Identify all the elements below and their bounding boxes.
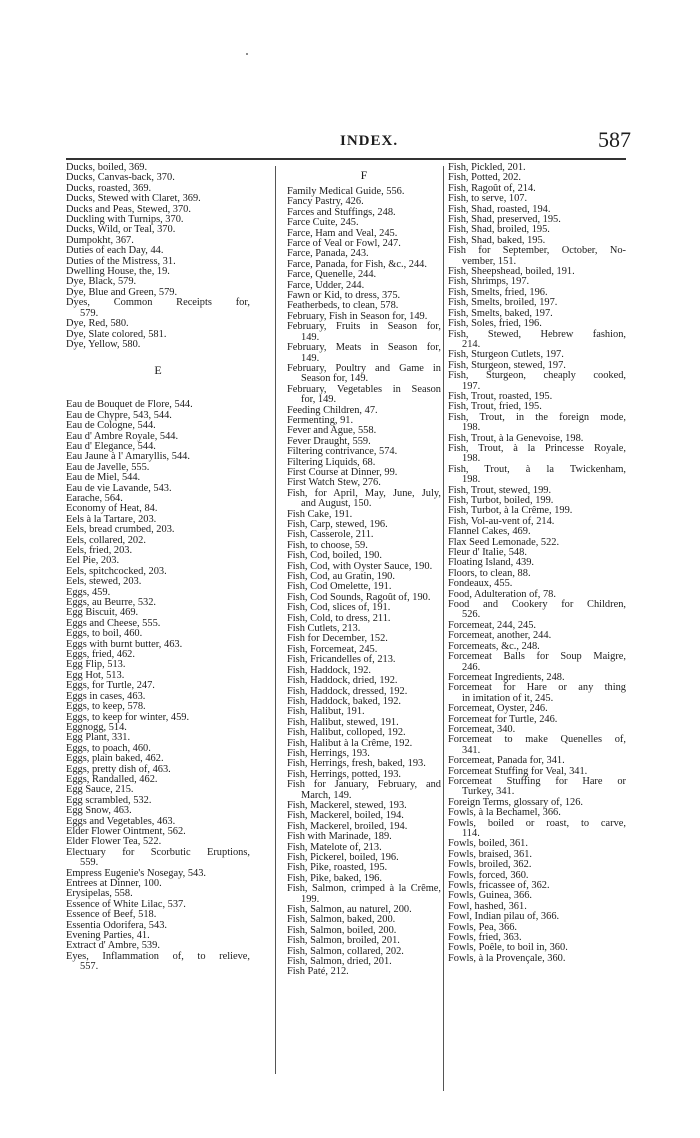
index-entry: Eau de Bouquet de Flore, 544.	[66, 399, 193, 411]
index-entry-continuation: 149.	[301, 331, 320, 343]
index-entry: Dye, Blue and Green, 579.	[66, 286, 178, 298]
index-entry: Foreign Terms, glossary of, 126.	[448, 796, 584, 808]
index-entry: Fish, Mackerel, stewed, 193.	[287, 799, 407, 811]
index-entry: Fish, to choose, 59.	[287, 539, 368, 551]
index-entry: Egg Biscuit, 469.	[66, 607, 139, 619]
index-entry: Fish, Trout, fried, 195.	[448, 401, 542, 413]
index-entry-continuation: 579.	[80, 307, 99, 319]
index-entry: Fish, Shad, preserved, 195.	[448, 214, 561, 226]
index-entry: Forcemeat for Hare or any thing	[448, 682, 626, 694]
index-entry: Forcemeat Stuffing for Hare or	[448, 775, 626, 787]
index-entry: Fish for September, October, No-	[448, 245, 626, 257]
index-entry: Fish, Ragoût of, 214.	[448, 182, 536, 194]
column-divider	[443, 166, 444, 1091]
index-entry: Fish, Haddock, dried, 192.	[287, 675, 398, 687]
index-entry: Eyes, Inflammation of, to relieve,	[66, 950, 250, 962]
index-entry-continuation: 214.	[462, 338, 481, 350]
index-entry: Eels à la Tartare, 203.	[66, 513, 157, 525]
index-entry: Flax Seed Lemonade, 522.	[448, 536, 560, 548]
index-entry: Fish, Salmon, dried, 201.	[287, 956, 392, 968]
index-entry: February, Poultry and Game in	[287, 362, 441, 374]
index-entry: Eggs, plain baked, 462.	[66, 753, 164, 765]
index-entry: Dye, Slate colored, 581.	[66, 328, 167, 340]
index-entry: Forcemeat, 244, 245.	[448, 619, 537, 631]
index-entry: Fish, Herrings, 193.	[287, 747, 370, 759]
index-entry: February, Fish in Season for, 149.	[287, 310, 428, 322]
index-entry: Featherbeds, to clean, 578.	[287, 300, 399, 312]
index-entry: Fish, Halibut à la Crême, 192.	[287, 737, 413, 749]
index-column-1	[66, 163, 250, 973]
index-entry: Filtering contrivance, 574.	[287, 446, 398, 458]
index-entry: Forcemeat, another, 244.	[448, 630, 552, 642]
index-entry: Fowl, Indian pilau of, 366.	[448, 911, 560, 923]
index-entry: Fish, Cod, slices of, 191.	[287, 602, 391, 614]
index-entry: Empress Eugenie's Nosegay, 543.	[66, 867, 206, 879]
index-entry: Elder Flower Ointment, 562.	[66, 825, 186, 837]
index-column-3	[448, 163, 626, 964]
index-entry: Fowls, broiled, 362.	[448, 859, 532, 871]
index-entry: Fowls, à la Bechamel, 366.	[448, 807, 561, 819]
index-entry: Fish, Stewed, Hebrew fashion,	[448, 328, 626, 340]
index-entry: Economy of Heat, 84.	[66, 503, 158, 515]
index-entry: Forcemeats, &c., 248.	[448, 640, 540, 652]
index-entry: Egg Snow, 463.	[66, 805, 132, 817]
section-letter: F	[360, 168, 368, 182]
index-entry: Dyes, Common Receipts for,	[66, 297, 250, 309]
index-entry: Farce of Veal or Fowl, 247.	[287, 238, 401, 250]
index-entry: Eggs, to poach, 460.	[66, 742, 151, 754]
page-number: 587	[598, 127, 631, 152]
index-entry: Farces and Stuffings, 248.	[287, 206, 396, 218]
index-entry: Fowls, Pea, 366.	[448, 921, 517, 933]
index-entry: Forcemeat, Panada for, 341.	[448, 755, 565, 767]
index-entry: Fondeaux, 455.	[448, 578, 513, 590]
index-entry: Fish, Casserole, 211.	[287, 529, 374, 541]
index-entry-continuation: 341.	[462, 744, 481, 756]
index-entry: Fowls, Guinea, 366.	[448, 890, 532, 902]
page-speck	[246, 53, 248, 55]
index-entry: Fish, Sheepshead, boiled, 191.	[448, 266, 575, 278]
index-entry-continuation: Season for, 149.	[301, 373, 369, 385]
index-entry-continuation: for, 149.	[301, 394, 337, 406]
index-entry: Fish, Turbot, boiled, 199.	[448, 495, 554, 506]
index-entry: Fawn or Kid, to dress, 375.	[287, 290, 401, 302]
index-entry: Farce, Panada, 243.	[287, 248, 369, 260]
index-entry: Forcemeat, Oyster, 246.	[448, 703, 548, 715]
page-header-title: INDEX.	[340, 133, 399, 149]
index-entry: Eau d' Ambre Royale, 544.	[66, 430, 179, 442]
index-entry: Fish, Shrimps, 197.	[448, 276, 530, 288]
index-entry: Dwelling House, the, 19.	[66, 266, 170, 278]
index-entry: Fish, Pike, roasted, 195.	[287, 862, 388, 874]
index-entry: Fish, Sturgeon, cheaply cooked,	[448, 370, 626, 382]
index-entry: Forcemeat Ingredients, 248.	[448, 671, 565, 683]
index-entry: Fish with Marinade, 189.	[287, 831, 392, 843]
index-entry: Forcemeat Balls for Soup Maigre,	[448, 651, 626, 663]
index-entry: Eggs, Randalled, 462.	[66, 773, 158, 785]
index-entry: Egg Flip, 513.	[66, 659, 126, 671]
index-entry: Fowls, à la Provençale, 360.	[448, 952, 566, 964]
index-entry: February, Meats in Season for,	[287, 342, 441, 354]
index-entry: Eggs, to keep for winter, 459.	[66, 711, 190, 723]
index-entry: Ducks, boiled, 369.	[66, 162, 148, 173]
index-entry: Dumpokht, 367.	[66, 234, 134, 246]
index-entry: Fish, Salmon, baked, 200.	[287, 914, 396, 926]
index-entry: Egg Hot, 513.	[66, 669, 125, 681]
index-entry: Fish, Cod, au Gratin, 190.	[287, 571, 395, 583]
index-entry: Fish, Shad, roasted, 194.	[448, 203, 551, 215]
index-entry: Farce Cuite, 245.	[287, 217, 359, 229]
index-entry: Eggs with burnt butter, 463.	[66, 638, 183, 650]
index-entry: Entrees at Dinner, 100.	[66, 878, 162, 889]
index-entry: Fish, to serve, 107.	[448, 193, 528, 205]
index-entry: February, Vegetables in Season	[287, 383, 441, 395]
column-divider	[275, 166, 276, 1074]
index-entry: Fish, Cod Omelette, 191.	[287, 581, 392, 593]
index-entry: Fish, Shad, broiled, 195.	[448, 224, 550, 236]
index-entry: Fish, Shad, baked, 195.	[448, 234, 546, 246]
index-entry: Egg Sauce, 215.	[66, 784, 134, 796]
index-entry: Fish, Salmon, boiled, 200.	[287, 924, 397, 936]
index-entry: Eau de Miel, 544.	[66, 472, 141, 484]
index-entry: Fish, Mackerel, broiled, 194.	[287, 820, 408, 832]
index-entry: Farce, Udder, 244.	[287, 279, 365, 291]
index-entry: Fowls, braised, 361.	[448, 848, 532, 860]
index-entry: Fowl, hashed, 361.	[448, 900, 527, 912]
index-entry: Fermenting, 91.	[287, 414, 354, 426]
index-entry: Fish Cutlets, 213.	[287, 623, 361, 635]
index-entry-continuation: 526.	[462, 609, 481, 621]
index-entry: Essentia Odorifera, 543.	[66, 919, 167, 931]
index-entry: Fish for December, 152.	[287, 633, 388, 645]
index-entry: Eels, fried, 203.	[66, 545, 133, 556]
index-entry: Fowls, fricassee of, 362.	[448, 880, 550, 892]
index-entry: Ducks, Wild, or Teal, 370.	[66, 224, 176, 236]
index-entry: Fish, Cod Sounds, Ragoût of, 190.	[287, 591, 431, 603]
index-entry: Feeding Children, 47.	[287, 404, 378, 416]
index-entry: Fish, Turbot, à la Crême, 199.	[448, 505, 573, 517]
index-entry: Ducks and Peas, Stewed, 370.	[66, 203, 191, 215]
index-entry: Eels, stewed, 203.	[66, 576, 142, 588]
index-entry: Eggs, to boil, 460.	[66, 628, 143, 640]
index-entry: Fish, Pickerel, boiled, 196.	[287, 852, 399, 863]
index-entry: Farce, Quenelle, 244.	[287, 269, 377, 281]
index-entry: Fowls, Poêle, to boil in, 360.	[448, 942, 568, 954]
index-entry: Fish, Halibut, stewed, 191.	[287, 716, 399, 728]
index-entry: Eggs, pretty dish of, 463.	[66, 763, 171, 775]
index-entry: Ducks, Canvas-back, 370.	[66, 172, 175, 184]
index-entry: First Watch Stew, 276.	[287, 477, 381, 489]
index-entry: Fish, Sturgeon Cutlets, 197.	[448, 349, 564, 361]
index-entry: Fish, Cold, to dress, 211.	[287, 612, 391, 624]
index-entry: Eau de vie Lavande, 543.	[66, 482, 172, 494]
index-entry: Fish, Haddock, dressed, 192.	[287, 685, 408, 697]
index-entry: Essence of Beef, 518.	[66, 909, 157, 921]
index-entry: Forcemeat, 340.	[448, 723, 516, 735]
index-entry: Egg Plant, 331.	[66, 732, 131, 744]
index-entry: Fish, Smelts, baked, 197.	[448, 307, 553, 319]
index-entry: Fish for January, February, and	[287, 779, 441, 791]
index-entry-continuation: 197.	[462, 380, 481, 392]
index-entry: Fish, Herrings, potted, 193.	[287, 768, 402, 780]
index-entry-continuation: 559.	[80, 857, 99, 869]
index-entry-continuation: 199.	[301, 893, 320, 905]
index-entry: Electuary for Scorbutic Eruptions,	[66, 846, 250, 858]
index-entry: Fancy Pastry, 426.	[287, 196, 364, 208]
index-entry: Essence of White Lilac, 537.	[66, 898, 186, 910]
index-entry: Elder Flower Tea, 522.	[66, 836, 162, 848]
index-entry: Fish, Trout, in the foreign mode,	[448, 411, 626, 423]
index-entry: Eau Jaune à l' Amaryllis, 544.	[66, 451, 190, 463]
index-entry: Fish, Salmon, collared, 202.	[287, 945, 404, 957]
index-entry: Earache, 564.	[66, 492, 123, 504]
index-entry: Dye, Yellow, 580.	[66, 338, 141, 350]
index-entry: Eggs, to keep, 578.	[66, 701, 146, 713]
index-entry: Eels, collared, 202.	[66, 534, 146, 546]
index-entry: Dye, Black, 579.	[66, 276, 137, 288]
index-entry: Flannel Cakes, 469.	[448, 526, 531, 538]
index-entry: Ducks, Stewed with Claret, 369.	[66, 193, 201, 205]
index-entry: Eels, bread crumbed, 203.	[66, 524, 175, 536]
index-entry: Fish, Pickled, 201.	[448, 162, 526, 173]
index-entry: Fish, Mackerel, boiled, 194.	[287, 810, 404, 822]
index-entry: Fish, for April, May, June, July,	[287, 487, 441, 499]
index-entry: Duties of each Day, 44.	[66, 245, 164, 257]
index-entry: Floors, to clean, 88.	[448, 567, 531, 579]
index-entry: Fish, Trout, à la Princesse Royale,	[448, 442, 626, 454]
index-entry: Ducks, roasted, 369.	[66, 182, 152, 194]
index-entry: Family Medical Guide, 556.	[287, 186, 405, 197]
index-entry-continuation: 198.	[462, 474, 481, 486]
index-entry: Forcemeat to make Quenelles of,	[448, 734, 626, 746]
index-entry: Eau d' Elegance, 544.	[66, 440, 156, 452]
index-entry: Eau de Cologne, 544.	[66, 420, 156, 432]
index-entry-continuation: March, 149.	[301, 789, 352, 801]
header-rule	[66, 158, 626, 160]
index-entry: Fish, Haddock, baked, 192.	[287, 695, 401, 707]
index-entry-continuation: vember, 151.	[462, 255, 517, 267]
index-entry-continuation: 557.	[80, 961, 99, 973]
index-entry: Floating Island, 439.	[448, 557, 535, 569]
index-entry: Eggs, au Beurre, 532.	[66, 597, 157, 609]
index-entry: Eggs, fried, 462.	[66, 649, 135, 661]
index-entry: Fish, Trout, à la Genevoise, 198.	[448, 432, 584, 444]
index-entry: Erysipelas, 558.	[66, 888, 133, 900]
index-entry: Eels, spitchcocked, 203.	[66, 565, 167, 577]
index-entry: Eggs and Cheese, 555.	[66, 617, 161, 629]
index-entry: Fish, Smelts, fried, 196.	[448, 286, 548, 298]
index-entry-continuation: in imitation of it, 245.	[462, 692, 554, 704]
index-entry: Fever Draught, 559.	[287, 435, 371, 447]
index-entry: Eggs and Vegetables, 463.	[66, 815, 176, 827]
index-entry: Fowls, forced, 360.	[448, 869, 529, 881]
index-entry: Fish, Trout, roasted, 195.	[448, 390, 553, 402]
index-entry: Eggs in cases, 463.	[66, 690, 146, 702]
index-entry: Fish, Smelts, broiled, 197.	[448, 297, 558, 309]
index-entry: Fish, Pike, baked, 196.	[287, 872, 382, 884]
index-entry: Fish, Salmon, broiled, 201.	[287, 935, 400, 947]
index-entry-continuation: 149.	[301, 352, 320, 364]
index-entry: Food, Adulteration of, 78.	[448, 588, 556, 600]
index-entry: Fish, Herrings, fresh, baked, 193.	[287, 758, 426, 770]
index-entry-continuation: 198.	[462, 453, 481, 465]
index-entry: Forcemeat for Turtle, 246.	[448, 713, 558, 725]
index-entry: Fish, Forcemeat, 245.	[287, 643, 378, 655]
index-entry: Fish, Cod, boiled, 190.	[287, 550, 382, 562]
index-entry: Fish, Salmon, crimped à la Crême,	[287, 883, 441, 895]
index-entry: February, Fruits in Season for,	[287, 321, 441, 333]
index-entry: Eau de Javelle, 555.	[66, 461, 150, 473]
index-entry: Egg scrambled, 532.	[66, 794, 152, 806]
index-entry: Duties of the Mistress, 31.	[66, 255, 176, 267]
index-entry: Fowls, boiled or roast, to carve,	[448, 817, 626, 829]
index-entry: Fish, Salmon, au naturel, 200.	[287, 904, 412, 916]
index-entry: Fish, Potted, 202.	[448, 172, 522, 184]
index-entry: Duckling with Turnips, 370.	[66, 214, 184, 226]
index-entry: Filtering Liquids, 68.	[287, 456, 376, 468]
index-entry: Dye, Red, 580.	[66, 318, 129, 330]
index-entry: Fish, Vol-au-vent of, 214.	[448, 515, 555, 527]
index-entry: Fish, Cod, with Oyster Sauce, 190.	[287, 560, 433, 572]
index-entry: Fish, Halibut, 191.	[287, 706, 365, 718]
section-letter: E	[154, 363, 162, 378]
index-entry: Fish, Sturgeon, stewed, 197.	[448, 359, 566, 371]
index-entry: First Course at Dinner, 99.	[287, 466, 398, 478]
index-entry: Eau de Chypre, 543, 544.	[66, 409, 172, 421]
index-entry: Eggs, for Turtle, 247.	[66, 680, 155, 692]
index-entry: Extract d' Ambre, 539.	[66, 940, 160, 952]
index-entry: Farce, Panada, for Fish, &c., 244.	[287, 258, 427, 270]
index-entry: Fish Paté, 212.	[287, 966, 349, 978]
index-entry: Fish, Haddock, 192.	[287, 664, 371, 676]
index-entry: Fish, Carp, stewed, 196.	[287, 519, 388, 530]
index-entry: Evening Parties, 41.	[66, 930, 150, 942]
index-entry: Fleur d' Italie, 548.	[448, 547, 527, 559]
index-entry-continuation: and August, 150.	[301, 498, 372, 510]
index-entry: Fever and Ague, 558.	[287, 425, 377, 437]
index-entry: Fish Cake, 191.	[287, 508, 353, 520]
index-entry: Fowls, boiled, 361.	[448, 838, 528, 850]
index-entry: Fish, Trout, stewed, 199.	[448, 484, 552, 496]
index-entry-continuation: 198.	[462, 422, 481, 434]
index-entry: Forcemeat Stuffing for Veal, 341.	[448, 765, 588, 777]
index-entry: Fish, Trout, à la Twickenham,	[448, 463, 626, 475]
index-entry: Farce, Ham and Veal, 245.	[287, 227, 398, 239]
index-entry: Fish, Halibut, colloped, 192.	[287, 727, 406, 739]
index-entry: Fish, Matelote of, 213.	[287, 841, 382, 853]
index-entry-continuation: Turkey, 341.	[462, 786, 515, 798]
index-column-2	[287, 163, 441, 978]
index-entry-continuation: 246.	[462, 661, 481, 673]
index-entry: Fish, Soles, fried, 196.	[448, 318, 542, 330]
index-entry: Eel Pie, 203.	[66, 555, 120, 567]
index-entry: Fish, Fricandelles of, 213.	[287, 654, 396, 666]
index-entry: Eggnogg, 514.	[66, 721, 127, 733]
index-entry-continuation: 114.	[462, 828, 480, 839]
index-entry: Eggs, 459.	[66, 586, 111, 598]
index-entry: Food and Cookery for Children,	[448, 599, 626, 611]
index-entry: Fowls, fried, 363.	[448, 932, 522, 944]
